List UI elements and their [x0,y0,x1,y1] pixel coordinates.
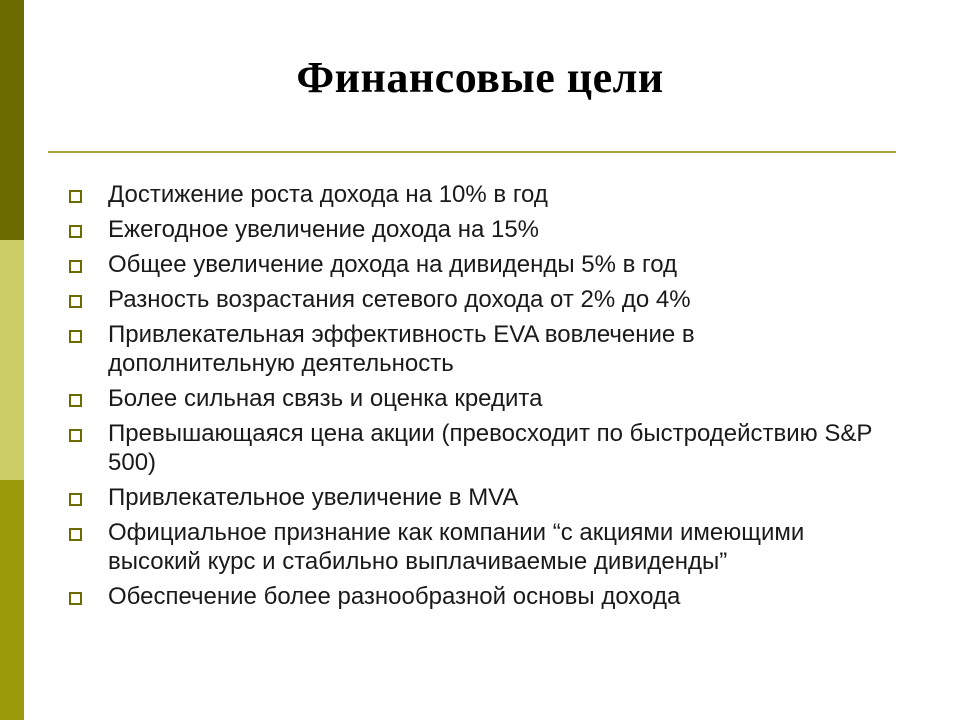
bullet-list [68,180,888,617]
hollow-square-bullet-icon [69,592,82,605]
bullet-text: Разность возрастания сетевого дохода от 2% до 4% [108,286,691,313]
side-bar-middle-segment [0,240,24,480]
hollow-square-bullet-icon [69,225,82,238]
hollow-square-bullet-icon [69,260,82,273]
bullet-item [68,419,888,477]
bullet-item [68,518,888,576]
bullet-text: Достижение роста дохода на 10% в год [108,181,548,208]
hollow-square-bullet-icon [69,190,82,203]
hollow-square-bullet-icon [69,493,82,506]
side-bar-bottom-segment [0,480,24,720]
side-accent-bar [0,0,24,720]
bullet-text: Ежегодное увеличение дохода на 15% [108,216,540,243]
bullet-text: Привлекательная эффективность EVA вовлечение в дополнительную деятельность [108,321,695,377]
bullet-item [68,384,888,413]
bullet-text: Официальное признание как компании “с акциями имеющими высокий курс и стабильно выплачиваемые дивиденды” [108,519,805,575]
slide-title: Финансовые цели [296,53,664,102]
bullet-item [68,320,888,378]
hollow-square-bullet-icon [69,330,82,343]
bullet-item [68,582,888,611]
bullet-text: Превышающаяся цена акции (превосходит по быстродействию S&P 500) [108,420,872,476]
bullet-item [68,483,888,512]
hollow-square-bullet-icon [69,394,82,407]
hollow-square-bullet-icon [69,295,82,308]
side-bar-top-segment [0,0,24,240]
hollow-square-bullet-icon [69,429,82,442]
bullet-item [68,180,888,209]
bullet-text: Обеспечение более разнообразной основы дохода [108,583,681,610]
hollow-square-bullet-icon [69,528,82,541]
bullet-item [68,285,888,314]
bullet-text: Общее увеличение дохода на дивиденды 5% в год [108,251,678,278]
title-divider [48,151,896,153]
bullet-item [68,250,888,279]
bullet-item [68,215,888,244]
bullet-text: Привлекательное увеличение в MVA [108,484,519,511]
bullet-text: Более сильная связь и оценка кредита [108,385,543,412]
